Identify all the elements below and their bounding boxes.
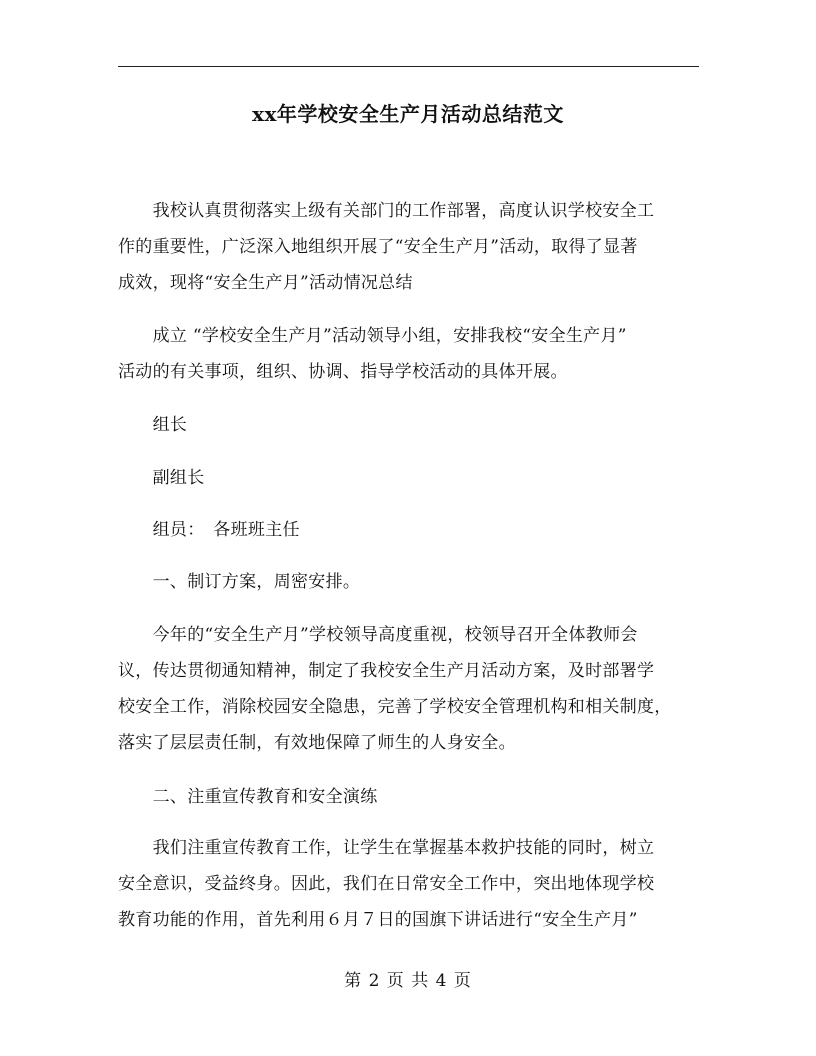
paragraph-intro — [118, 193, 712, 301]
paragraph-section-1 — [118, 617, 712, 761]
text-line: 教育功能的作用，首先利用６月７日的国旗下讲话进行“安全生产月” — [118, 910, 638, 930]
text-line: 安全意识，受益终身。因此，我们在日常安全工作中，突出地体现学校 — [118, 874, 655, 894]
text-line: 组员： 各班班主任 — [118, 520, 300, 540]
text-line: 一、制订方案，周密安排。 — [118, 572, 361, 592]
document-title: xx年学校安全生产月活动总结范文 — [252, 102, 564, 126]
text-line: 议，传达贯彻通知精神，制定了我校安全生产月活动方案，及时部署学 — [118, 661, 655, 681]
paragraph-section-2 — [118, 830, 712, 938]
top-rule — [118, 66, 699, 67]
paragraph-deputy-leader — [118, 460, 712, 496]
text-line: 成效，现将“安全生产月”活动情况总结 — [118, 273, 413, 293]
text-line: 我们注重宣传教育工作，让学生在掌握基本救护技能的同时，树立 — [118, 838, 655, 858]
section-heading-2 — [118, 779, 712, 815]
text-line: 二、注重宣传教育和安全演练 — [118, 787, 378, 807]
paragraph-leader — [118, 407, 712, 443]
paragraph-members — [118, 512, 712, 548]
paragraph-leadership-group — [118, 318, 712, 390]
text-line: 作的重要性，广泛深入地组织开展了“安全生产月”活动，取得了显著 — [118, 237, 638, 257]
text-line: 副组长 — [118, 468, 205, 488]
page-footer: 第 2 页 共 4 页 — [344, 971, 472, 991]
text-line: 校安全工作，消除校园安全隐患，完善了学校安全管理机构和相关制度， — [118, 697, 672, 717]
text-line: 我校认真贯彻落实上级有关部门的工作部署，高度认识学校安全工 — [118, 201, 655, 221]
text-line: 活动的有关事项，组织、协调、指导学校活动的具体开展。 — [118, 362, 568, 382]
text-line: 成立 “学校安全生产月”活动领导小组，安排我校“安全生产月” — [118, 326, 627, 346]
section-heading-1 — [118, 564, 712, 600]
text-line: 今年的“安全生产月”学校领导高度重视，校领导召开全体教师会 — [118, 625, 638, 645]
text-line: 组长 — [118, 415, 188, 435]
text-line: 落实了层层责任制，有效地保障了师生的人身安全。 — [118, 733, 516, 753]
